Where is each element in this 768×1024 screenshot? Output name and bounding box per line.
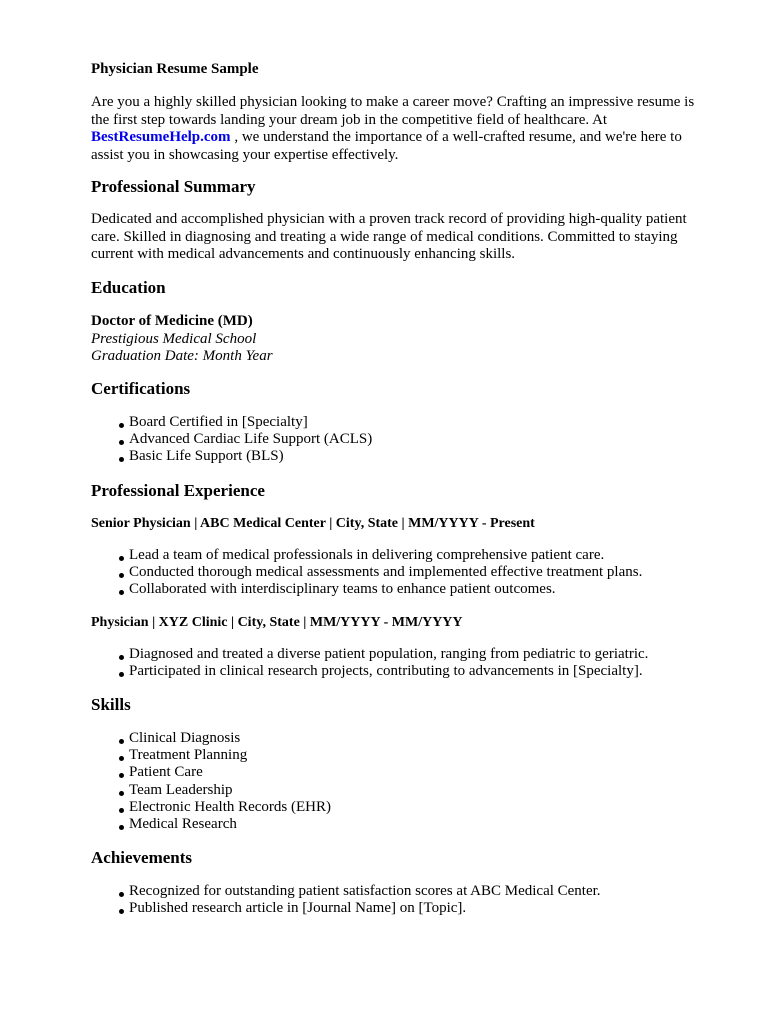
professional-summary-heading: Professional Summary xyxy=(91,177,256,196)
list-item: Conducted thorough medical assessments and implemented effective treatment plans. xyxy=(116,564,642,581)
intro-line-4: assist you in showcasing your expertise effectively. xyxy=(91,146,399,163)
intro-line-3 xyxy=(91,129,731,147)
job-title-senior-physician: Senior Physician | ABC Medical Center | City, State | MM/YYYY - Present xyxy=(91,516,535,531)
list-item: Collaborated with interdisciplinary teams to enhance patient outcomes. xyxy=(116,581,642,598)
list-item: Medical Research xyxy=(116,816,331,833)
list-item: Published research article in [Journal Name] on [Topic]. xyxy=(116,900,601,917)
achievements-heading: Achievements xyxy=(91,848,193,867)
summary-line-2: care. Skilled in diagnosing and treating a wide range of medical conditions. Committed to staying xyxy=(91,228,678,245)
list-item: Recognized for outstanding patient satisfaction scores at ABC Medical Center. xyxy=(116,883,601,900)
summary-line-3: current with medical advancements and continuously enhancing skills. xyxy=(91,246,516,263)
achievements-list xyxy=(116,883,601,917)
intro-line-1: Are you a highly skilled physician looking to make a career move? Crafting an impressive resume is xyxy=(91,94,695,110)
list-item: Patient Care xyxy=(116,764,331,781)
degree-name: Doctor of Medicine (MD) xyxy=(91,313,253,329)
list-item: Participated in clinical research projects, contributing to advancements in [Specialty]. xyxy=(116,663,648,680)
list-item: Electronic Health Records (EHR) xyxy=(116,799,331,816)
job-title-physician: Physician | XYZ Clinic | City, State | MM/YYYY - MM/YYYY xyxy=(91,615,463,630)
list-item: Lead a team of medical professionals in delivering comprehensive patient care. xyxy=(116,547,642,564)
intro-line-3-text: , we understand the importance of a well-crafted resume, and we're here to xyxy=(230,129,682,146)
certifications-heading: Certifications xyxy=(91,379,191,398)
summary-line-1: Dedicated and accomplished physician with a proven track record of providing high-quality patient xyxy=(91,211,687,227)
skills-list xyxy=(116,730,331,833)
page-title: Physician Resume Sample xyxy=(91,61,259,77)
list-item: Board Certified in [Specialty] xyxy=(116,414,372,431)
intro-paragraph xyxy=(91,94,731,164)
job-1-bullets xyxy=(116,547,642,599)
list-item: Diagnosed and treated a diverse patient population, ranging from pediatric to geriatric. xyxy=(116,646,648,663)
list-item: Clinical Diagnosis xyxy=(116,730,331,747)
school-name: Prestigious Medical School xyxy=(91,330,257,347)
graduation-date: Graduation Date: Month Year xyxy=(91,348,273,365)
certifications-list xyxy=(116,414,372,466)
bestresumehelp-link[interactable]: BestResumeHelp.com xyxy=(91,129,231,146)
intro-line-2: the first step towards landing your dream job in the competitive field of healthcare. At xyxy=(91,111,608,128)
job-2-bullets xyxy=(116,646,648,680)
list-item: Advanced Cardiac Life Support (ACLS) xyxy=(116,431,372,448)
education-heading: Education xyxy=(91,278,166,297)
list-item: Basic Life Support (BLS) xyxy=(116,448,372,465)
skills-heading: Skills xyxy=(91,695,131,714)
list-item: Treatment Planning xyxy=(116,747,331,764)
education-block xyxy=(91,313,273,366)
professional-summary-paragraph xyxy=(91,211,731,264)
professional-experience-heading: Professional Experience xyxy=(91,481,265,500)
list-item: Team Leadership xyxy=(116,782,331,799)
